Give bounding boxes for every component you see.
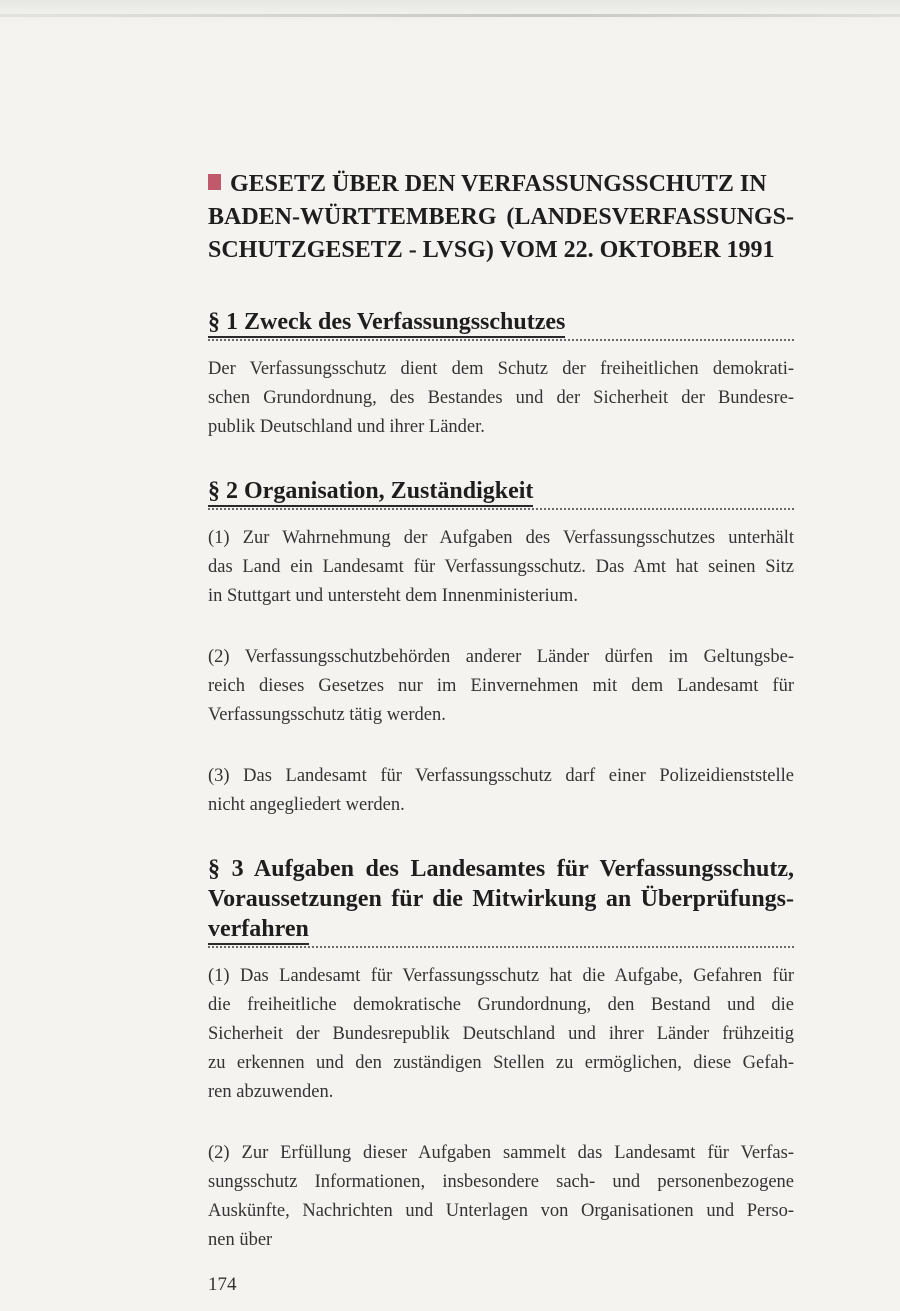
paragraph-line: ren abzuwenden. [208, 1082, 334, 1102]
paragraph-line: die freiheitliche demokratische Grundordnung, den Bestand und die [208, 995, 794, 1015]
law-title-line-3: SCHUTZGESETZ - LVSG) VOM 22. OKTOBER 1991 [208, 237, 775, 263]
scan-edge-line [0, 14, 900, 17]
law-title-line-2: BADEN-WÜRTTEMBERG (LANDESVERFASSUNGS- [208, 204, 794, 230]
paragraph-line: (1) Das Landesamt für Verfassungsschutz hat die Aufgabe, Gefahren für [208, 966, 794, 986]
paragraph-line: schen Grundordnung, des Bestandes und der Sicherheit der Bundesre- [208, 388, 794, 408]
page-number: 174 [208, 1274, 237, 1295]
section-heading-line: verfahren [208, 916, 309, 945]
section-heading-line: § 3 Aufgaben des Landesamtes für Verfassungsschutz, [208, 856, 794, 882]
square-bullet-icon [208, 174, 221, 190]
section-heading [208, 476, 794, 506]
law-title-line-1: GESETZ ÜBER DEN VERFASSUNGSSCHUTZ IN [208, 168, 794, 201]
paragraph-line: nen über [208, 1230, 273, 1250]
dotted-rule [208, 946, 794, 948]
paragraph [208, 762, 794, 820]
paragraph-line: Verfassungsschutz tätig werden. [208, 705, 446, 725]
scan-edge-shadow [0, 0, 900, 26]
page-content [208, 168, 794, 1255]
section-heading-line: Voraussetzungen für die Mitwirkung an Überprüfungs- [208, 886, 794, 912]
section-heading-text: § 1 Zweck des Verfassungsschutzes [208, 309, 565, 338]
section-heading [208, 854, 794, 944]
section-heading-text: § 2 Organisation, Zuständigkeit [208, 478, 533, 507]
section-2 [208, 476, 794, 820]
paragraph-line: nicht angegliedert werden. [208, 795, 405, 815]
paragraph-line: (2) Verfassungsschutzbehörden anderer Länder dürfen im Geltungsbe- [208, 647, 794, 667]
paragraph-line: Auskünfte, Nachrichten und Unterlagen von Organisationen und Perso- [208, 1201, 794, 1221]
paragraph [208, 524, 794, 611]
paragraph-line: in Stuttgart und untersteht dem Innenministerium. [208, 586, 578, 606]
section-heading [208, 307, 794, 337]
paragraph-line: (3) Das Landesamt für Verfassungsschutz darf einer Polizeidienststelle [208, 766, 794, 786]
paragraph-line: (1) Zur Wahrnehmung der Aufgaben des Verfassungsschutzes unterhält [208, 528, 794, 548]
paragraph-line: zu erkennen und den zuständigen Stellen zu ermöglichen, diese Gefah- [208, 1053, 794, 1073]
paragraph-line: Sicherheit der Bundesrepublik Deutschland und ihrer Länder frühzeitig [208, 1024, 794, 1044]
paragraph-line: das Land ein Landesamt für Verfassungsschutz. Das Amt hat seinen Sitz [208, 557, 794, 577]
paragraph-line: Der Verfassungsschutz dient dem Schutz der freiheitlichen demokrati- [208, 359, 794, 379]
section-3 [208, 854, 794, 1255]
paragraph [208, 1139, 794, 1255]
paragraph-line: sungsschutz Informationen, insbesondere sach- und personenbezogene [208, 1172, 794, 1192]
dotted-rule [208, 508, 794, 510]
paragraph [208, 643, 794, 730]
law-title [208, 168, 794, 267]
paragraph-line: publik Deutschland und ihrer Länder. [208, 417, 485, 437]
section-1 [208, 307, 794, 442]
paragraph [208, 962, 794, 1107]
dotted-rule [208, 339, 794, 341]
paragraph-line: reich dieses Gesetzes nur im Einvernehmen mit dem Landesamt für [208, 676, 794, 696]
paragraph [208, 355, 794, 442]
paragraph-line: (2) Zur Erfüllung dieser Aufgaben sammelt das Landesamt für Verfas- [208, 1143, 794, 1163]
